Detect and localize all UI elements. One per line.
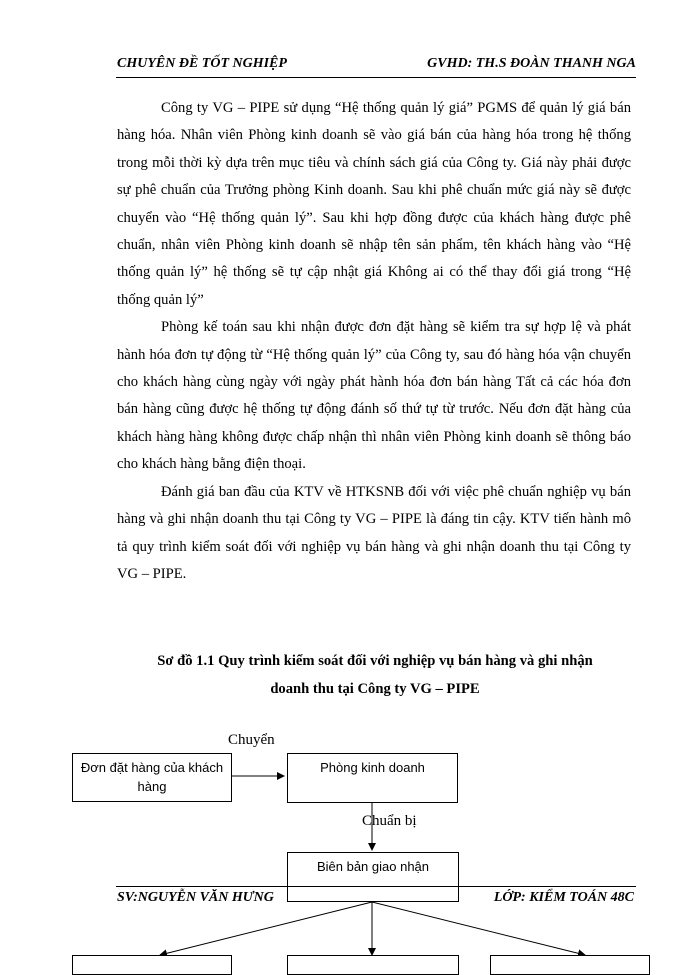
paragraph-3: Đánh giá ban đầu của KTV về HTKSNB đối với việc phê chuẩn nghiệp vụ bán hàng và ghi nhận doanh thu tại Công ty VG – PIPE là đáng tin cậy. KTV tiến hành mô tả quy trình kiểm soát đối với nghiệp vụ bán hàng và ghi nhận doanh thu tại Công ty VG – PIPE.	[117, 483, 631, 582]
caption-line-1: Sơ đồ 1.1 Quy trình kiểm soát đối với nghiệp vụ bán hàng và ghi nhận	[157, 653, 593, 669]
header-left: CHUYÊN ĐỀ TỐT NGHIỆP	[117, 56, 287, 71]
box-customer-order: Đơn đặt hàng của khách hàng	[72, 753, 232, 802]
box-handover-record: Biên bản giao nhận	[287, 852, 459, 902]
box-bottom-middle	[287, 955, 459, 975]
footer-rule	[116, 886, 636, 887]
box-bottom-left	[72, 955, 232, 975]
label-transfer: Chuyển	[228, 732, 275, 748]
footer-right: LỚP: KIỂM TOÁN 48C	[493, 890, 634, 905]
box-bottom-right	[490, 955, 650, 975]
arrow-handover-left	[160, 902, 372, 955]
header-right: GVHD: TH.S ĐOÀN THANH NGA	[427, 56, 636, 71]
caption-line-2: doanh thu tại Công ty VG – PIPE	[270, 681, 480, 697]
box-sales-department: Phòng kinh doanh	[287, 753, 458, 803]
paragraph-1: Công ty VG – PIPE sử dụng “Hệ thống quản lý giá” PGMS để quản lý giá bán hàng hóa. Nhân viên Phòng kinh doanh sẽ vào giá bán của hàng hóa trong hệ thống trong mỗi thời kỳ dựa trên mục tiêu và chính sách giá của Công ty. Giá này phải được sự phê chuẩn của Trưởng phòng Kinh doanh. Sau khi phê chuẩn mức giá này sẽ được chuyển vào “Hệ thống quản lý”. Sau khi hợp đồng được của khách hàng được phê chuẩn, nhân viên Phòng kinh doanh sẽ nhập tên sản phẩm, tên khách hàng vào “Hệ thống quản lý” hệ thống sẽ tự cập nhật giá Không ai có thể thay đổi giá trong “Hệ thống quản lý”	[117, 100, 631, 308]
label-prepare: Chuẩn bị	[362, 813, 417, 829]
footer-left: SV:NGUYỄN VĂN HƯNG	[117, 890, 274, 905]
paragraph-2: Phòng kế toán sau khi nhận được đơn đặt hàng sẽ kiểm tra sự hợp lệ và phát hành hóa đơn tự động từ “Hệ thống quản lý” của Công ty, sau đó hàng hóa vận chuyển cho khách hàng cùng ngày với ngày phát hành hóa đơn bán hàng Tất cả các hóa đơn bán hàng cũng được hệ thống tự động đánh số thứ tự từ trước. Nếu đơn đặt hàng của khách hàng hàng không được chấp nhận thì nhân viên Phòng kinh doanh sẽ thông báo cho khách hàng bằng điện thoại.	[117, 319, 631, 473]
arrow-handover-right	[372, 902, 585, 955]
